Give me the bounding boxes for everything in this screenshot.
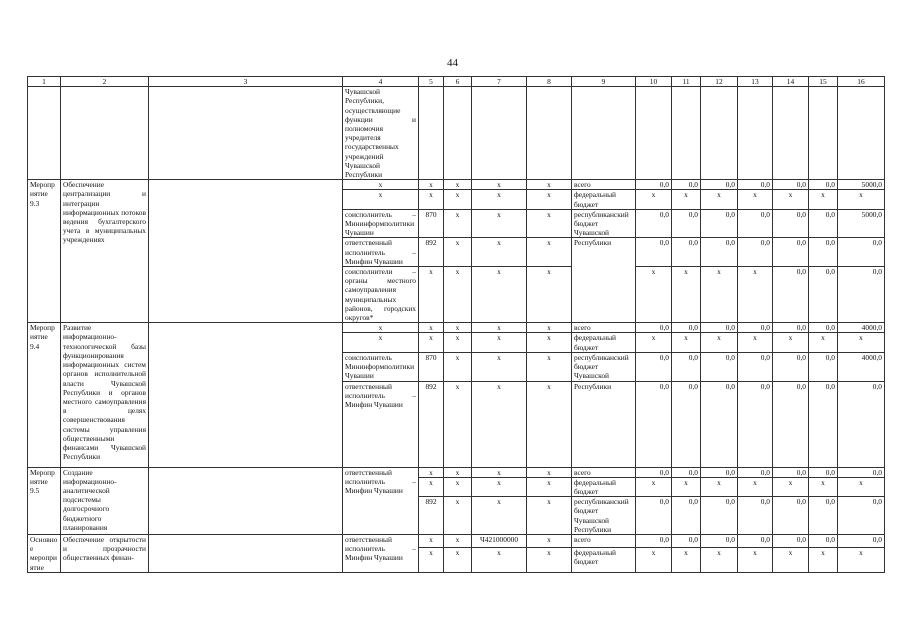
- executor-cell: Чувашской Республики, осуществляющие функции и полномочия учредителя государственных учреждений Чувашской Республики: [343, 87, 419, 180]
- source-cell: республиканский бюджет Чувашской: [572, 209, 636, 238]
- header-cell: 7: [472, 77, 527, 87]
- header-cell: 12: [701, 77, 738, 87]
- program-table: [27, 76, 885, 573]
- source-cell: Республики: [572, 238, 636, 323]
- executor-cell: ответственный исполнитель – Минфин Чувашии: [343, 381, 419, 467]
- event-id-cell: Основное мероприятие: [28, 534, 61, 572]
- header-cell: 6: [444, 77, 472, 87]
- table-row: ответственный исполнитель – Минфин Чувашии 892 x x x Республики 0,0 0,0 0,0 0,0 0,0 0,0 0,0: [28, 238, 885, 267]
- executor-cell: соисполнители – органы местного самоуправления муниципальных районов, городских округов*: [343, 267, 419, 323]
- source-cell: федеральный бюджет: [572, 547, 636, 572]
- source-cell: всего: [572, 534, 636, 547]
- header-row: [28, 77, 885, 87]
- header-cell: 3: [149, 77, 343, 87]
- header-cell: 16: [838, 77, 885, 87]
- header-cell: 11: [672, 77, 701, 87]
- source-cell: всего: [572, 467, 636, 477]
- page-number: 44: [447, 57, 458, 69]
- header-cell: 9: [572, 77, 636, 87]
- event-id-cell: Мероприятие 9.4: [28, 323, 61, 467]
- event-name-cell: Обеспечение централизации и интеграции информационных потоков ведения бухгалтерского учета в муниципальных учреждениях: [61, 180, 149, 323]
- header-cell: 4: [343, 77, 419, 87]
- header-cell: 5: [419, 77, 444, 87]
- budget-code-cell: Ч421000000: [472, 534, 527, 547]
- source-cell: всего: [572, 180, 636, 190]
- executor-cell: ответственный исполнитель – Минфин Чувашии: [343, 534, 419, 572]
- source-cell: республиканский бюджет Чувашской: [572, 352, 636, 381]
- source-cell: республиканский бюджет Чувашской Республики: [572, 497, 636, 535]
- header-cell: 15: [809, 77, 838, 87]
- table-row: Мероприятие 9.5 Создание информационно-аналитической подсистемы долгосрочного бюджетного планирования ответственный исполнитель – Минфин Чувашии x x x x всего 0,0 0,0 0,0 0,0 0,0 0,0 0,0: [28, 467, 885, 477]
- header-cell: 1: [28, 77, 61, 87]
- table-row: Мероприятие 9.3 Обеспечение централизации и интеграции информационных потоков ведения бухгалтерского учета в муниципальных учреждениях x x x x x всего 0,0 0,0 0,0 0,0 0,0 0,0 5000,0: [28, 180, 885, 190]
- header-cell: 14: [773, 77, 809, 87]
- header-cell: 13: [738, 77, 773, 87]
- table-row: x x x x x федеральный бюджет x x x x x x x: [28, 190, 885, 209]
- table-row: x x x x федеральный бюджет x x x x x x x: [28, 547, 885, 572]
- table-row: x x x x x федеральный бюджет x x x x x x x: [28, 333, 885, 352]
- event-name-cell: Обеспечение открытости и прозрачности общественных финан-: [61, 534, 149, 572]
- header-cell: 8: [527, 77, 572, 87]
- table-row: 892 x x x республиканский бюджет Чувашской Республики 0,0 0,0 0,0 0,0 0,0 0,0 0,0: [28, 497, 885, 535]
- event-name-cell: Развитие информационно-технологической базы функционирования информационных систем органов исполнительной власти Чувашской Республики и органов местного самоуправления в целях совершенствования системы управления общественными финансами Чувашской Республики: [61, 323, 149, 467]
- header-cell: 2: [61, 77, 149, 87]
- executor-cell: ответственный исполнитель – Минфин Чувашии: [343, 238, 419, 267]
- header-cell: 10: [636, 77, 672, 87]
- event-id-cell: Мероприятие 9.5: [28, 467, 61, 534]
- executor-cell: соисполнитель – Мининформполитики Чувашии: [343, 209, 419, 238]
- table-row: Основное мероприятие Обеспечение открытости и прозрачности общественных финан- ответственный исполнитель – Минфин Чувашии x x Ч421000000 x всего 0,0 0,0 0,0 0,0 0,0 0,0 0,0: [28, 534, 885, 547]
- source-cell: федеральный бюджет: [572, 477, 636, 496]
- executor-cell: соисполнитель Мининформполитики Чувашии: [343, 352, 419, 381]
- source-cell: федеральный бюджет: [572, 333, 636, 352]
- table-row: соисполнитель Мининформполитики Чувашии 870 x x x республиканский бюджет Чувашской 0,0 0,0 0,0 0,0 0,0 0,0 4000,0: [28, 352, 885, 381]
- table-row: x x x x федеральный бюджет x x x x x x x: [28, 477, 885, 496]
- table-row: соисполнитель – Мининформполитики Чувашии 870 x x x республиканский бюджет Чувашской 0,0 0,0 0,0 0,0 0,0 0,0 5000,0: [28, 209, 885, 238]
- executor-cell: ответственный исполнитель – Минфин Чувашии: [343, 467, 419, 534]
- table-row: Мероприятие 9.4 Развитие информационно-технологической базы функционирования информационных систем органов исполнительной власти Чувашской Республики и органов местного самоуправления в целях совершенствования системы управления общественными финансами Чувашской Республики x x x x x всего 0,0 0,0 0,0 0,0 0,0 0,0 4000,0: [28, 323, 885, 333]
- event-name-cell: Создание информационно-аналитической подсистемы долгосрочного бюджетного планирования: [61, 467, 149, 534]
- table-row: соисполнители – органы местного самоуправления муниципальных районов, городских округов* x x x x x x x x 0,0 0,0 0,0: [28, 267, 885, 323]
- source-cell: всего: [572, 323, 636, 333]
- event-id-cell: Мероприятие 9.3: [28, 180, 61, 323]
- table-row: ответственный исполнитель – Минфин Чувашии 892 x x x Республики 0,0 0,0 0,0 0,0 0,0 0,0 0,0: [28, 381, 885, 467]
- source-cell: федеральный бюджет: [572, 190, 636, 209]
- source-cell: Республики: [572, 381, 636, 467]
- table-row: [28, 87, 885, 180]
